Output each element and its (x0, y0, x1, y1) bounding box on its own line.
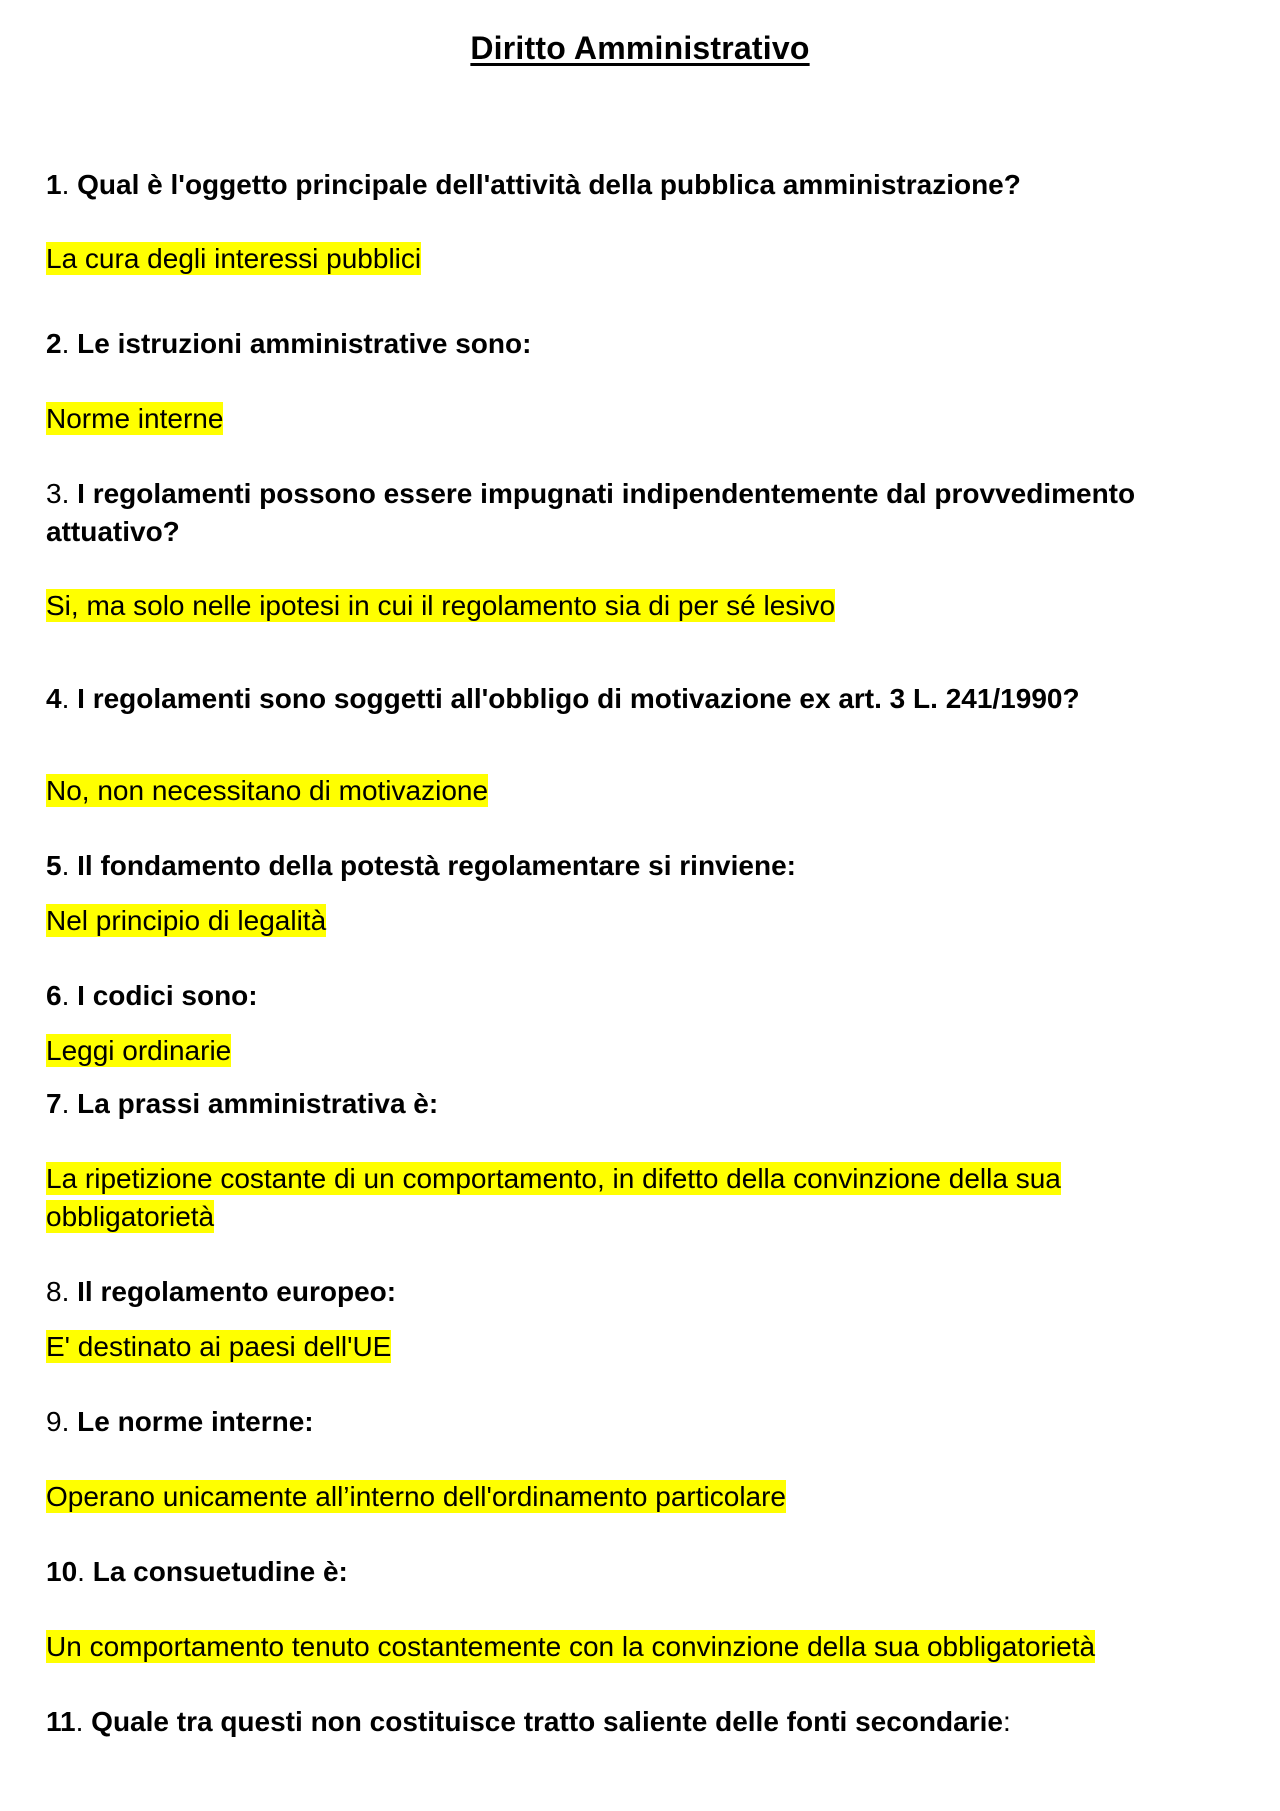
highlighted-answer: Norme interne (46, 403, 224, 434)
question-number: 1 (46, 169, 62, 200)
highlighted-answer: Nel principio di legalità (46, 905, 327, 936)
answer-1 (46, 240, 1236, 278)
question-5: 5. Il fondamento della potestà regolamentare si rinviene: (46, 850, 796, 881)
document-title: Diritto Amministrativo (470, 30, 810, 66)
answer-6 (46, 1032, 1236, 1070)
question-4: 4. I regolamenti sono soggetti all'obbligo di motivazione ex art. 3 L. 241/1990? (46, 683, 1080, 714)
highlighted-answer: La ripetizione costante di un comportamento, in difetto della convinzione della sua obbligatorietà (46, 1163, 1061, 1232)
question-text: I regolamenti possono essere impugnati indipendentemente dal provvedimento attuativo? (46, 478, 1136, 547)
answer-8 (46, 1328, 1236, 1366)
question-number: 6 (46, 980, 62, 1011)
answer-2 (46, 400, 1236, 438)
answer-9 (46, 1478, 1236, 1516)
question-9: 9. Le norme interne: (46, 1406, 314, 1437)
question-10: 10. La consuetudine è: (46, 1556, 348, 1587)
question-number: 8 (46, 1276, 62, 1307)
question-text: La prassi amministrativa è: (77, 1088, 439, 1119)
question-3: 3. I regolamenti possono essere impugnati indipendentemente dal provvedimento attuativo? (46, 478, 1136, 547)
question-text: Il fondamento della potestà regolamentare si rinviene: (77, 850, 796, 881)
answer-5 (46, 902, 1236, 940)
question-text: Quale tra questi non costituisce tratto saliente delle fonti secondarie (91, 1706, 1003, 1737)
question-text: Il regolamento europeo: (77, 1276, 397, 1307)
highlighted-answer: Un comportamento tenuto costantemente con la convinzione della sua obbligatorietà (46, 1631, 1096, 1662)
highlighted-answer: Leggi ordinarie (46, 1035, 232, 1066)
question-6: 6. I codici sono: (46, 980, 258, 1011)
question-number: 11 (46, 1706, 76, 1737)
question-text: Le istruzioni amministrative sono: (77, 328, 532, 359)
question-text: I codici sono: (77, 980, 258, 1011)
question-number: 2 (46, 328, 62, 359)
answer-10 (46, 1628, 1236, 1666)
question-tail: : (1002, 1706, 1011, 1737)
highlighted-answer: No, non necessitano di motivazione (46, 775, 489, 806)
answer-4 (46, 772, 1236, 810)
question-number: 9 (46, 1406, 62, 1437)
question-11: 11. Quale tra questi non costituisce tratto saliente delle fonti secondarie: (46, 1706, 1011, 1737)
highlighted-answer: La cura degli interessi pubblici (46, 243, 422, 274)
question-2: 2. Le istruzioni amministrative sono: (46, 328, 532, 359)
highlighted-answer: Si, ma solo nelle ipotesi in cui il regolamento sia di per sé lesivo (46, 590, 836, 621)
question-text: I regolamenti sono soggetti all'obbligo di motivazione ex art. 3 L. 241/1990? (77, 683, 1080, 714)
question-1: 1. Qual è l'oggetto principale dell'attività della pubblica amministrazione? (46, 169, 1021, 200)
answer-3 (46, 587, 1236, 625)
question-number: 4 (46, 683, 62, 714)
question-7: 7. La prassi amministrativa è: (46, 1088, 439, 1119)
question-number: 7 (46, 1088, 62, 1119)
highlighted-answer: E' destinato ai paesi dell'UE (46, 1331, 392, 1362)
question-text: Qual è l'oggetto principale dell'attività della pubblica amministrazione? (77, 169, 1021, 200)
question-8: 8. Il regolamento europeo: (46, 1276, 397, 1307)
question-text: La consuetudine è: (92, 1556, 348, 1587)
question-number: 3 (46, 478, 62, 509)
question-number: 5 (46, 850, 62, 881)
answer-7 (46, 1160, 1176, 1236)
highlighted-answer: Operano unicamente all’interno dell'ordinamento particolare (46, 1481, 787, 1512)
question-text: Le norme interne: (77, 1406, 314, 1437)
question-number: 10 (46, 1556, 78, 1587)
